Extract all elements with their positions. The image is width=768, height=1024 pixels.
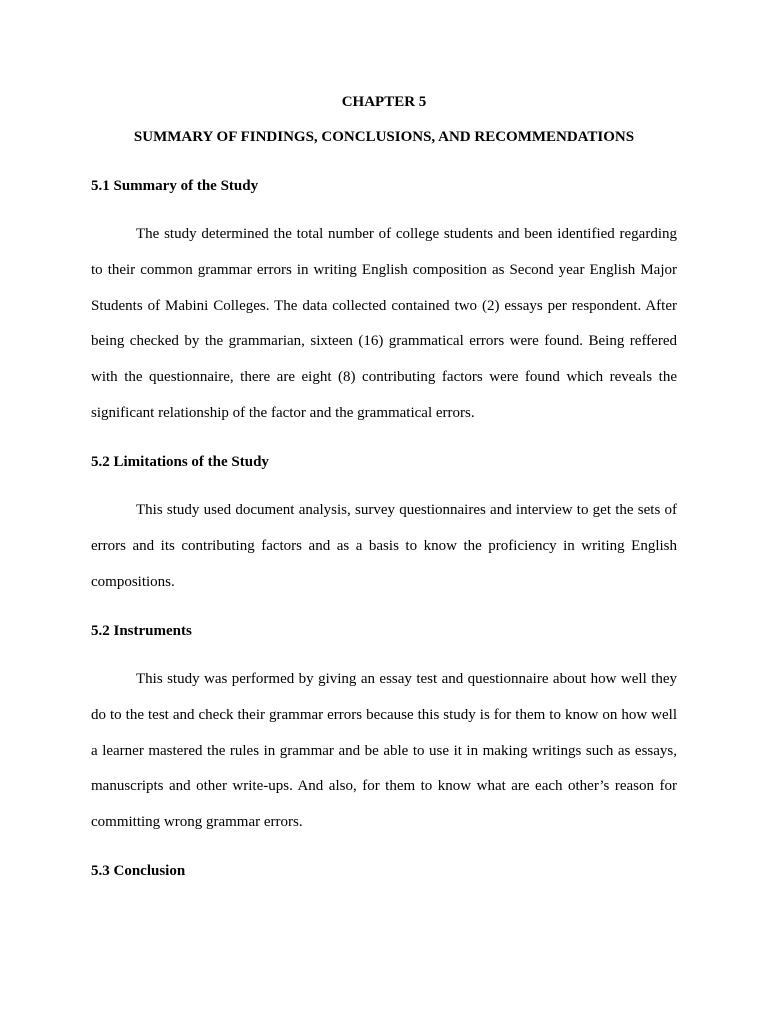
chapter-title: SUMMARY OF FINDINGS, CONCLUSIONS, AND RECOMMENDATIONS <box>133 129 635 145</box>
chapter-label: CHAPTER 5 <box>341 94 427 110</box>
section-body-instruments: This study was performed by giving an essay test and questionnaire about how well they do to the test and check their grammar errors because this study is for them to know on how well a learner mastered the rules in grammar and be able to use it in making writings such as essays, manuscripts and other write-ups. And also, for them to know what are each other’s reason for committing wrong grammar errors. <box>91 671 677 831</box>
section-heading-summary: 5.1 Summary of the Study <box>91 178 259 194</box>
section-heading-limitations: 5.2 Limitations of the Study <box>91 454 269 470</box>
section-heading-instruments: 5.2 Instruments <box>91 623 192 639</box>
section-body-summary: The study determined the total number of college students and been identified regarding to their common grammar errors in writing English composition as Second year English Major Students of Mabini Colleges. The data collected contained two (2) essays per respondent. After being checked by the grammarian, sixteen (16) grammatical errors were found. Being reffered with the questionnaire, there are eight (8) contributing factors were found which reveals the significant relationship of the factor and the grammatical errors. <box>91 226 677 421</box>
section-heading-conclusion: 5.3 Conclusion <box>91 863 186 879</box>
section-body-limitations: This study used document analysis, survey questionnaires and interview to get the sets of errors and its contributing factors and as a basis to know the proficiency in writing English compositions. <box>91 502 677 590</box>
